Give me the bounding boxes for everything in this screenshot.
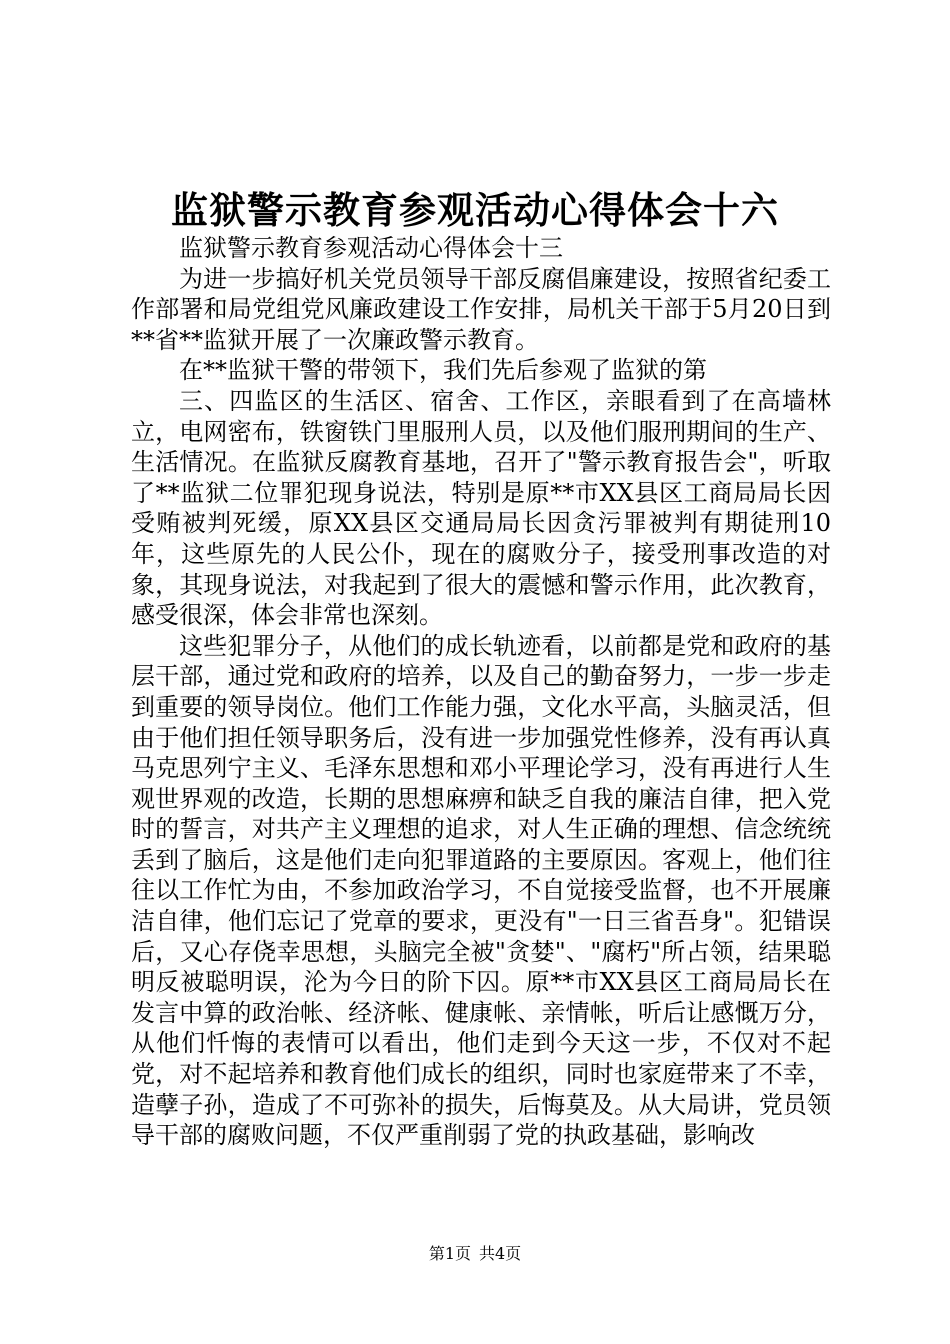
document-title: 监狱警示教育参观活动心得体会十六 (171, 188, 779, 232)
paragraph-analysis: 这些犯罪分子，从他们的成长轨迹看，以前都是党和政府的基层干部，通过党和政府的培养，以及自己的勤奋努力，一步一步走到重要的领导岗位。他们工作能力强，文化水平高，头脑灵活，但由于他们担任领导职务后，没有进一步加强党性修养，没有再认真马克思列宁主义、毛泽东思想和邓小平理论学习，没有再进行人生观世界观的改造，长期的思想麻痹和缺乏自我的廉洁自律，把入党时的誓言，对共产主义理想的追求，对人生正确的理想、信念统统丢到了脑后，这是他们走向犯罪道路的主要原因。客观上，他们往往以工作忙为由，不参加政治学习，不自觉接受监督，也不开展廉洁自律，他们忘记了党章的要求，更没有"一日三省吾身"。犯错误后，又心存侥幸思想，头脑完全被"贪婪"、"腐朽"所占领，结果聪明反被聪明误，沦为今日的阶下囚。原**市XX县区工商局局长在发言中算的政治帐、经济帐、健康帐、亲情帐，听后让感慨万分，从他们忏悔的表情可以看出，他们走到今天这一步，不仅对不起党，对不起培养和教育他们成长的组织，同时也家庭带来了不幸，造孽子孙，造成了不可弥补的损失，后悔莫及。从大局讲，党员领导干部的腐败问题，不仅严重削弱了党的执政基础，影响改 (131, 631, 831, 1150)
page-total: 共4页 (479, 1244, 522, 1263)
page-footer (0, 1244, 950, 1264)
page-number: 第1页 (428, 1244, 471, 1263)
document-body (131, 233, 831, 1151)
paragraph-subtitle: 监狱警示教育参观活动心得体会十三 (179, 234, 563, 262)
paragraph-intro: 为进一步搞好机关党员领导干部反腐倡廉建设，按照省纪委工作部署和局党组党风廉政建设工作安排，局机关干部于5月20日到**省**监狱开展了一次廉政警示教育。 (131, 264, 831, 354)
paragraph-visit: 在**监狱干警的带领下，我们先后参观了监狱的第 (179, 356, 707, 385)
paragraph-observation: 三、四监区的生活区、宿舍、工作区，亲眼看到了在高墙林立，电网密布，铁窗铁门里服刑人员，以及他们服刑期间的生产、生活情况。在监狱反腐教育基地，召开了"警示教育报告会"，听取了**监狱二位罪犯现身说法，特别是原**市XX县区工商局局长因受贿被判死缓，原XX县区交通局局长因贪污罪被判有期徒刑10年，这些原先的人民公仆，现在的腐败分子，接受刑事改造的对象，其现身说法，对我起到了很大的震憾和警示作用，此次教育，感受很深，体会非常也深刻。 (131, 386, 831, 630)
